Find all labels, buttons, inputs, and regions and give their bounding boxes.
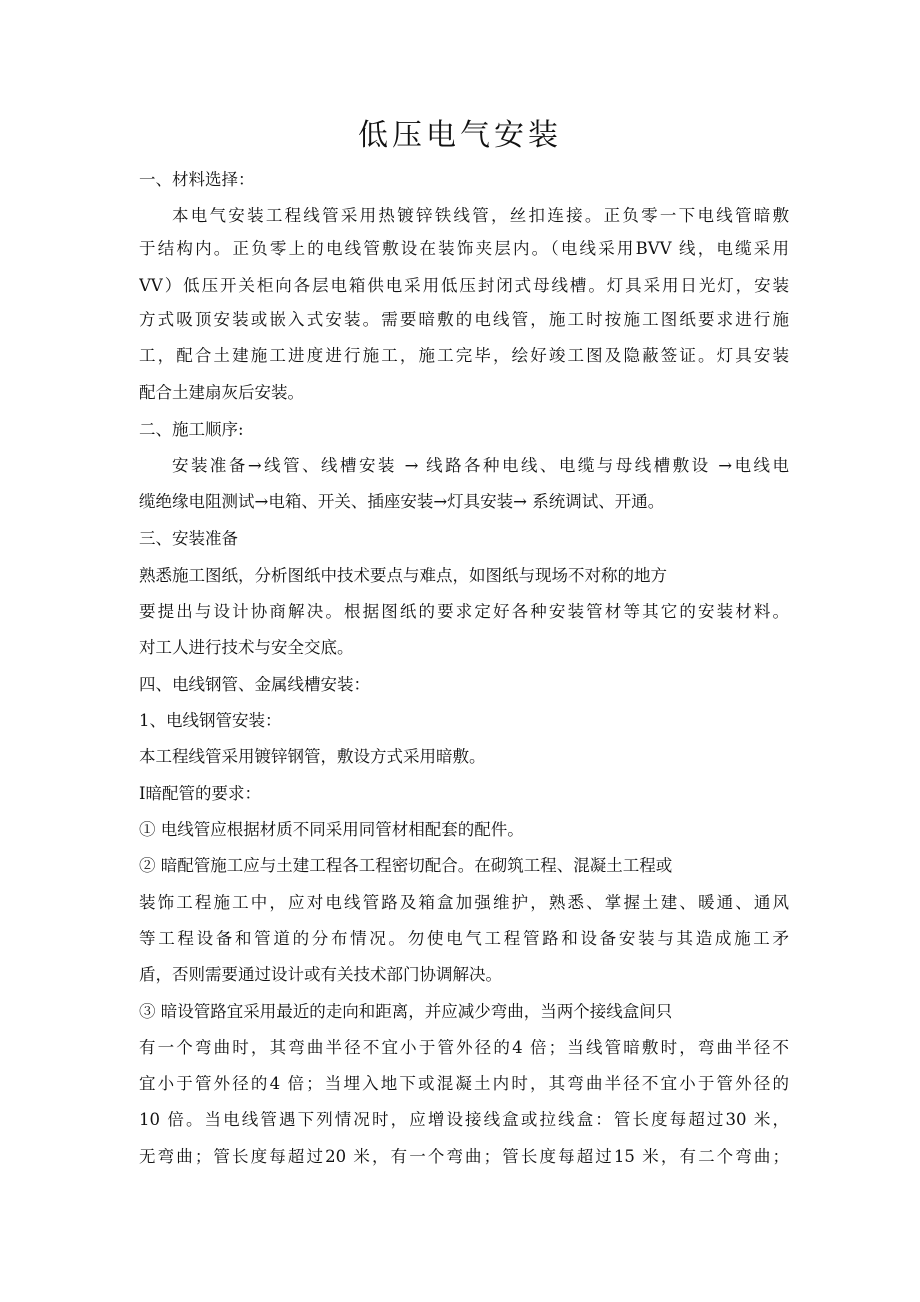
paragraph-line: 本电气安装工程线管采用热镀锌铁线管，丝扣连接。正负零一下电线管暗敷 bbox=[172, 206, 789, 225]
paragraph-line: 于结构内。正负零上的电线管敷设在装饰夹层内。（电线采用BVV 线，电缆采用 bbox=[139, 239, 789, 258]
paragraph-line: 无弯曲；管长度每超过20 米，有一个弯曲；管长度每超过15 米，有二个弯曲； bbox=[139, 1147, 789, 1166]
paragraph-line: 对工人进行技术与安全交底。 bbox=[139, 638, 354, 657]
section-heading-conduit: 四、电线钢管、金属线槽安装： bbox=[139, 675, 370, 694]
paragraph-line: 盾，否则需要通过设计或有关技术部门协调解决。 bbox=[139, 965, 502, 984]
list-item: ① 电线管应根据材质不同采用同管材相配套的配件。 bbox=[139, 820, 524, 839]
paragraph-line: 本工程线管采用镀锌钢管，敷设方式采用暗敷。 bbox=[139, 747, 486, 766]
list-item: ② 暗配管施工应与土建工程各工程密切配合。在砌筑工程、混凝土工程或 bbox=[139, 856, 673, 875]
section-heading-preparation: 三、安装准备 bbox=[139, 529, 238, 548]
paragraph-line: 10 倍。当电线管遇下列情况时，应增设接线盒或拉线盒：管长度每超过30 米， bbox=[139, 1110, 789, 1129]
paragraph-line: 宜小于管外径的4 倍；当埋入地下或混凝土内时，其弯曲半径不宜小于管外径的 bbox=[139, 1074, 789, 1093]
paragraph-line: 有一个弯曲时，其弯曲半径不宜小于管外径的4 倍；当线管暗敷时，弯曲半径不 bbox=[139, 1038, 789, 1057]
paragraph-line: 工，配合土建施工进度进行施工，施工完毕，绘好竣工图及隐蔽签证。灯具安装 bbox=[139, 346, 789, 365]
paragraph-line: 要提出与设计协商解决。根据图纸的要求定好各种安装管材等其它的安装材料。 bbox=[139, 602, 789, 621]
paragraph-line: 熟悉施工图纸，分析图纸中技术要点与难点，如图纸与现场不对称的地方 bbox=[139, 566, 667, 585]
paragraph-line: 方式吸顶安装或嵌入式安装。需要暗敷的电线管，施工时按施工图纸要求进行施 bbox=[139, 310, 789, 329]
paragraph-line: 缆绝缘电阻测试→电箱、开关、插座安装→灯具安装→ 系统调试、开通。 bbox=[139, 492, 665, 511]
list-item: ③ 暗设管路宜采用最近的走向和距离，并应减少弯曲，当两个接线盒间只 bbox=[139, 1002, 673, 1021]
section-heading-materials: 一、材料选择： bbox=[139, 170, 255, 189]
page-title: 低压电气安装 bbox=[358, 118, 562, 153]
subsection-heading: Ⅰ暗配管的要求： bbox=[139, 784, 262, 803]
paragraph-line: 配合土建扇灰后安装。 bbox=[139, 383, 304, 402]
section-heading-sequence: 二、施工顺序: bbox=[139, 420, 244, 439]
paragraph-line: 等工程设备和管道的分布情况。勿使电气工程管路和设备安装与其造成施工矛 bbox=[139, 929, 789, 948]
paragraph-line: 装饰工程施工中，应对电线管路及箱盒加强维护，熟悉、掌握土建、暖通、通风 bbox=[139, 893, 789, 912]
paragraph-line: 安装准备→线管、线槽安装 → 线路各种电线、电缆与母线槽敷设 →电线电 bbox=[172, 456, 789, 475]
paragraph-line: VV）低压开关柜向各层电箱供电采用低压封闭式母线槽。灯具采用日光灯，安装 bbox=[139, 276, 789, 295]
subsection-heading: 1、电线钢管安装： bbox=[139, 711, 282, 730]
